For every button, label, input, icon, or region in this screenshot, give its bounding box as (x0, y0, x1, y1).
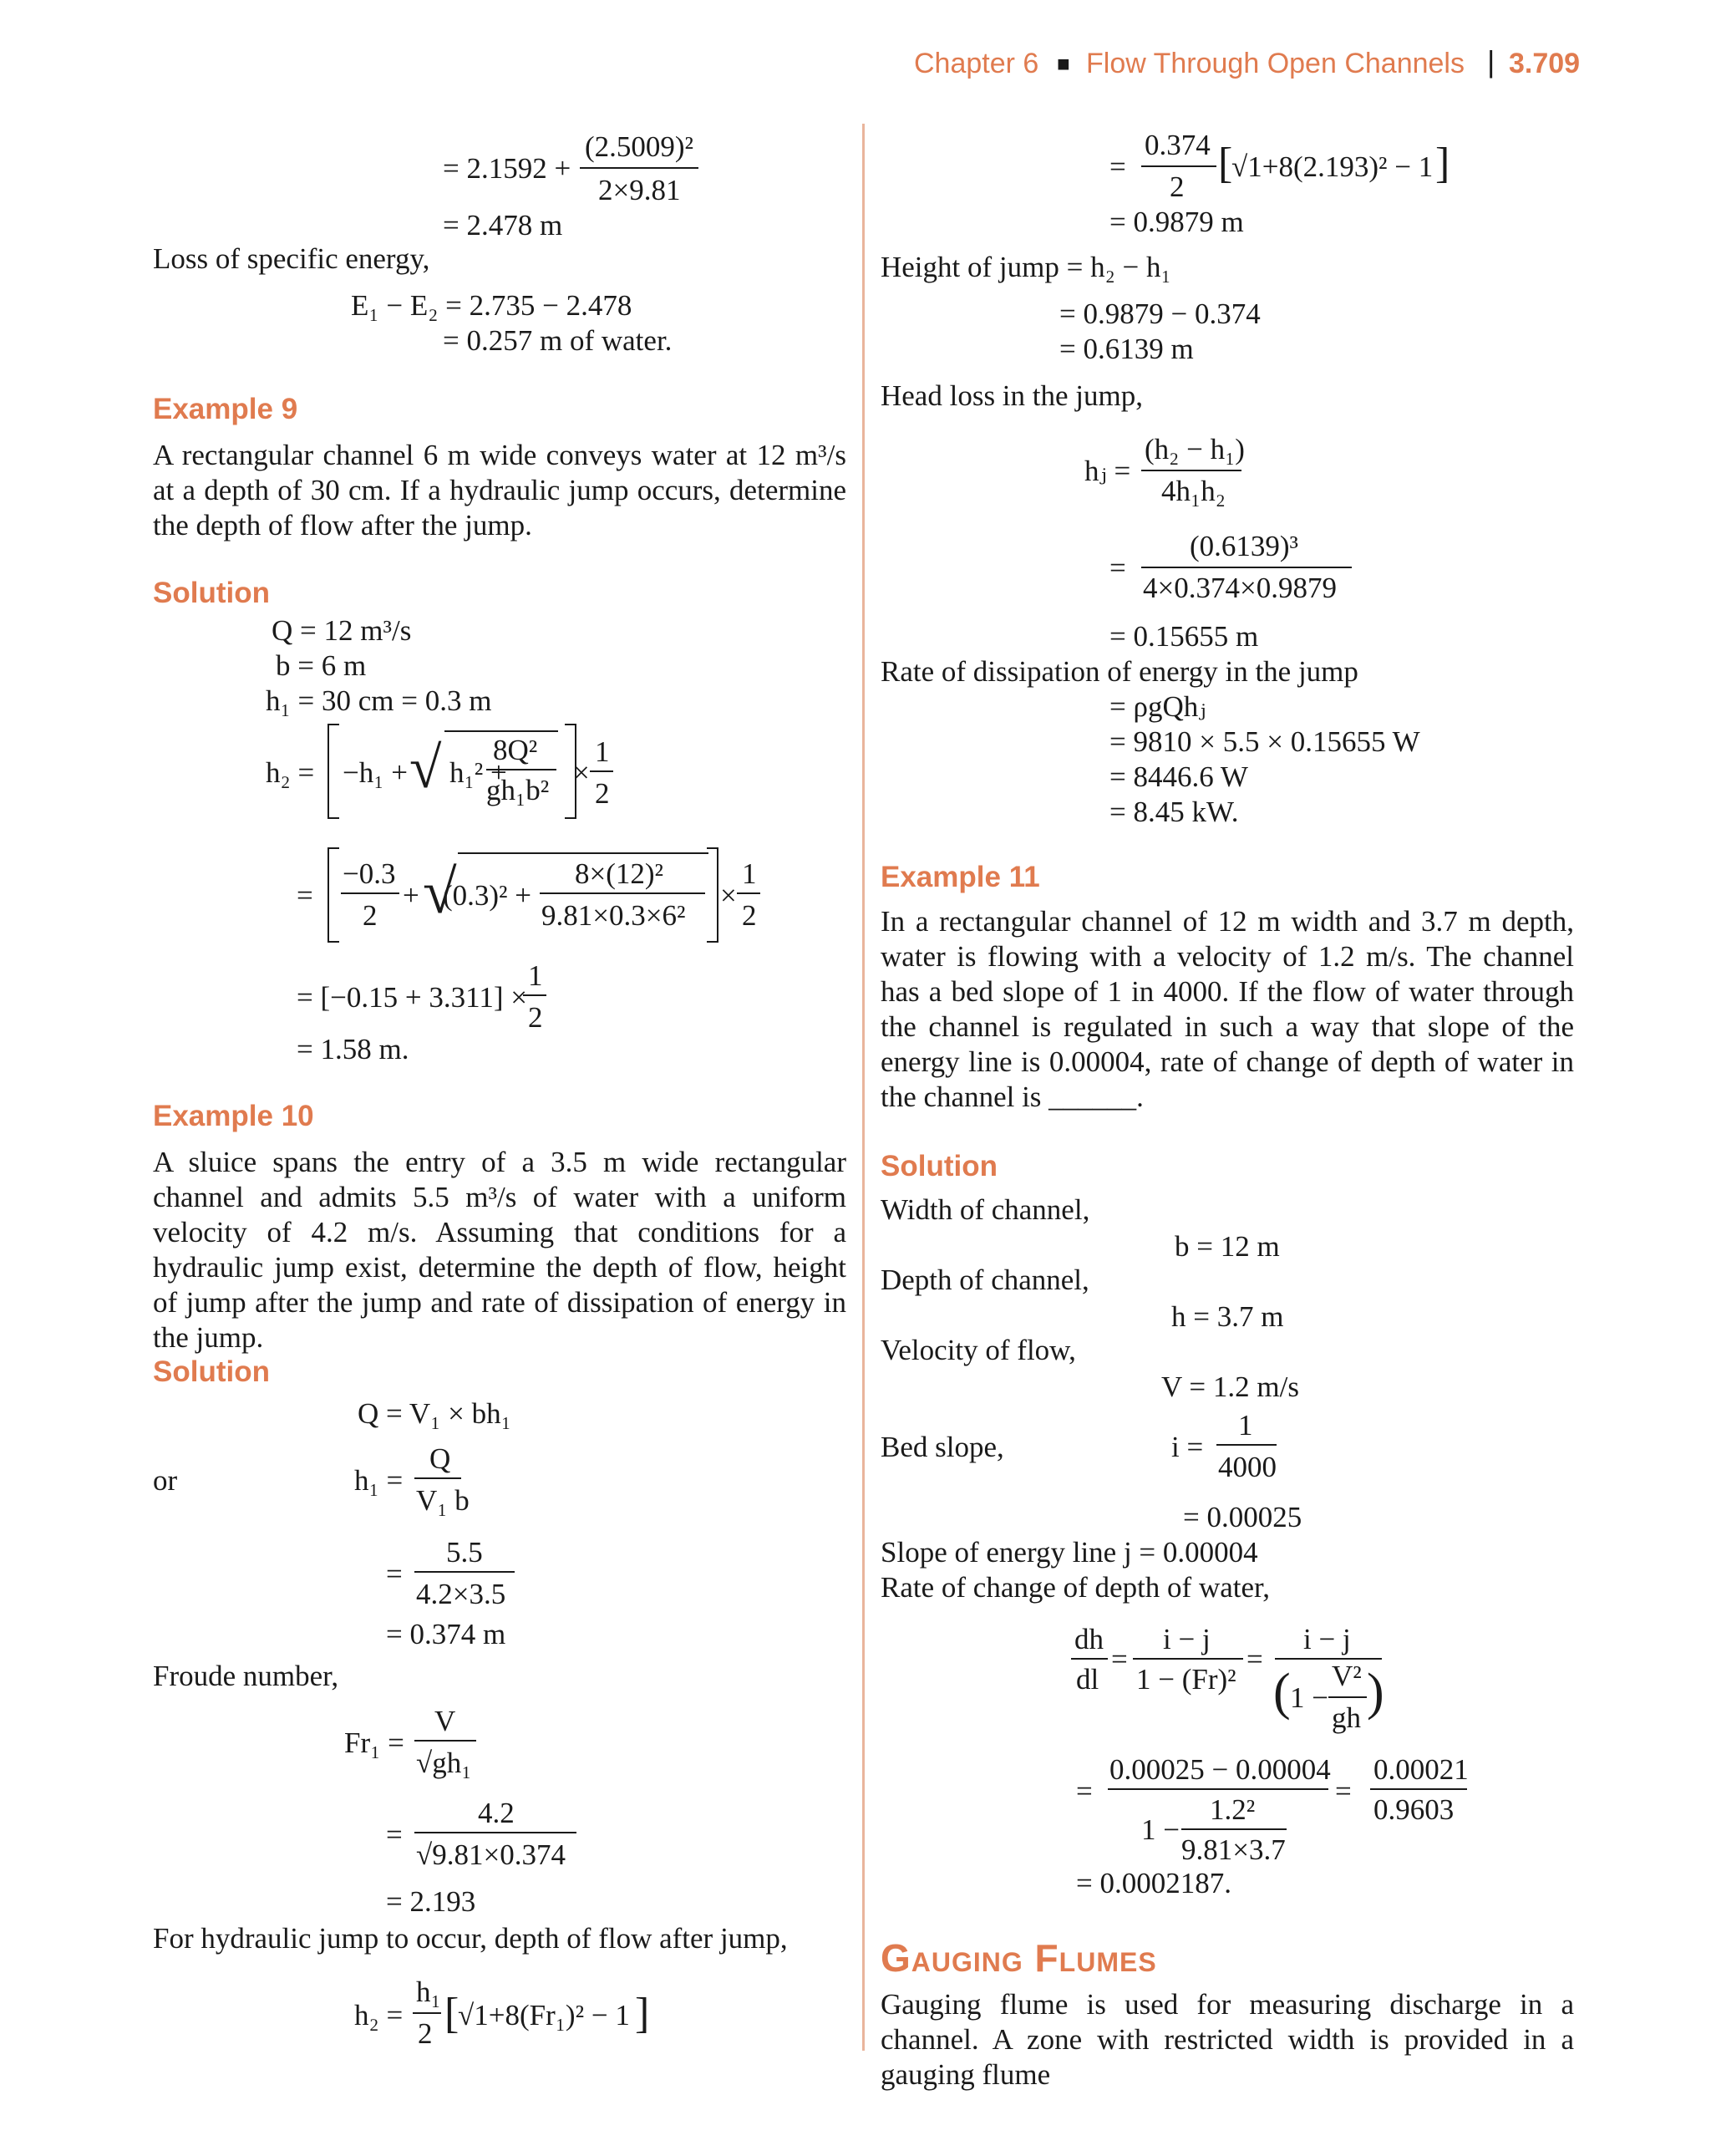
example-11-heading: Example 11 (881, 861, 1040, 893)
width-eq: b = 12 m (1175, 1230, 1280, 1263)
example-10-solution: Solution (153, 1355, 270, 1388)
example-11-result: = 0.0002187. (1076, 1867, 1231, 1899)
slope-label: Slope of energy line j = 0.00004 (881, 1536, 1258, 1569)
fraction-bar (1370, 1788, 1467, 1790)
bracket-close: ] (1435, 140, 1450, 187)
bed-lhs: i = (1171, 1431, 1204, 1463)
example-11-solution: Solution (881, 1150, 998, 1182)
fraction-bar (580, 167, 698, 169)
h2-lhs: h₂ = (354, 1999, 404, 2031)
h1-den: V₁ b (416, 1484, 470, 1517)
h1-num: Q (429, 1442, 451, 1475)
example-10-heading: Example 10 (153, 1100, 314, 1132)
dh: dh (1074, 1623, 1104, 1655)
two: 2 (528, 1001, 543, 1034)
example-11-text: In a rectangular channel of 12 m width and 3.7 m depth, water is flowing with a velocity of 1.2 m/s. The channel has a bed slope of 1 in 4000. If the flow of water through the channel is regulated in such a way that slope of the energy line is 0.00004, rate of change of depth of water in the channel is ______. (881, 905, 1574, 1113)
plus-sign: + (403, 879, 419, 912)
bed-num: 1 (1238, 1409, 1253, 1442)
fraction-bar (1275, 1658, 1382, 1660)
example-10-text: A sluice spans the entry of a 3.5 m wide rectangular channel and admits 5.5 m³/s of water with a uniform velocity of 4.2 m/s. Assuming that conditions for a hydraulic jump exist, determine the depth of flow, height of jump after the jump and rate of dissipation of energy in the jump. (153, 1146, 846, 1354)
fraction-bar (413, 2012, 441, 2014)
equals: = (1111, 1643, 1128, 1675)
fr-num: V (434, 1705, 456, 1737)
dl: dl (1076, 1663, 1099, 1696)
f1-den: 1 − (Fr)² (1136, 1663, 1236, 1696)
fraction-bar (590, 770, 613, 772)
frac-den: 2 (1170, 170, 1185, 203)
h2-lhs: h₂ = (266, 756, 315, 789)
equals: = (1246, 1643, 1263, 1675)
sqrt-bar (458, 852, 708, 854)
sqrt-bar (444, 730, 558, 732)
fr-num-2: 4.2 (478, 1797, 515, 1829)
sub-root-a: (0.3)² + (443, 879, 532, 912)
b-value: b = 6 m (276, 649, 367, 682)
f3-den-num: 1.2² (1210, 1793, 1256, 1826)
depth-label: Depth of channel, (881, 1264, 1089, 1296)
one: 1 (595, 735, 610, 768)
equals: = (386, 1558, 403, 1590)
f3-den-den: 9.81×3.7 (1181, 1833, 1286, 1866)
fraction-bar (414, 1832, 576, 1833)
h2-root-den: gh₁b² (486, 774, 550, 806)
gauging-flumes-text: Gauging flume is used for measuring discharge in a channel. A zone with restricted width is provided in a gauging flume (881, 1988, 1574, 2091)
h1-num-2: 5.5 (446, 1536, 483, 1569)
fraction-bar (414, 1571, 515, 1573)
sqrt-sign: √ (409, 736, 442, 801)
velocity-eq: V = 1.2 m/s (1161, 1370, 1299, 1403)
two: 2 (742, 899, 757, 932)
sub-den-1: 2 (363, 899, 378, 932)
h2-inner: −h₁ + (343, 756, 408, 789)
h1-result: = 0.374 m (386, 1618, 506, 1650)
f4-den: 0.9603 (1373, 1793, 1455, 1826)
times-sign: × (573, 756, 590, 789)
equals: = (1076, 1775, 1093, 1808)
f2-den-den: gh (1332, 1701, 1361, 1734)
fraction-bar (414, 1740, 476, 1742)
gauging-flumes-heading: Gauging Flumes (881, 1936, 1157, 1980)
equals: = (1335, 1775, 1352, 1808)
sub-root-num: 8×(12)² (575, 857, 664, 890)
h2-root-a: h₁² + (449, 756, 507, 789)
root-expr: √1+8(2.193)² − 1 (1231, 150, 1434, 183)
fraction-bar (486, 769, 556, 770)
bed-den: 4000 (1218, 1451, 1277, 1483)
header-bar: | (1487, 44, 1495, 79)
depth-eq: h = 3.7 m (1171, 1300, 1284, 1333)
fr-den-2: √9.81×0.374 (416, 1838, 566, 1871)
or-label: or (153, 1464, 178, 1497)
h2-root-num: 8Q² (493, 734, 538, 766)
h1-value: h₁ = 30 cm = 0.3 m (266, 684, 492, 717)
fraction-bar (1141, 165, 1216, 167)
column-divider (862, 124, 865, 2051)
fraction-bar (1328, 1696, 1367, 1698)
fraction-bar (1216, 1444, 1277, 1446)
height-label: Height of jump = h₂ − h₁ (881, 251, 1171, 283)
height-eq-2: = 0.6139 m (1059, 333, 1194, 365)
hj-result: = 0.15655 m (1109, 620, 1259, 653)
step-3: = [−0.15 + 3.311] × (297, 981, 527, 1014)
page-number: 3.709 (1509, 48, 1581, 79)
headloss-label: Head loss in the jump, (881, 379, 1143, 412)
hj-lhs: hⱼ = (1084, 455, 1131, 487)
two: 2 (595, 777, 610, 810)
chapter-title: Flow Through Open Channels (1086, 48, 1465, 79)
fraction-bar (414, 1477, 461, 1479)
hj-den: 4h₁h₂ (1161, 475, 1226, 507)
hj-num: (h₂ − h₁) (1145, 433, 1245, 465)
sub-root-den: 9.81×0.3×6² (541, 899, 686, 932)
h2-value: = 0.9879 m (1109, 206, 1244, 238)
h2-num: h₁ (416, 1975, 441, 2008)
f2-paren-close: ) (1367, 1664, 1384, 1721)
f2-num: i − j (1303, 1623, 1351, 1655)
example-9-heading: Example 9 (153, 393, 298, 425)
rate-eq-4: = 8.45 kW. (1109, 796, 1239, 828)
f4-num: 0.00021 (1373, 1753, 1469, 1786)
equals: = (1109, 150, 1126, 183)
h2-den: 2 (418, 2017, 433, 2050)
eq-prefix: = 2.1592 + (443, 152, 571, 185)
rate-eq-2: = 9810 × 5.5 × 0.15655 W (1109, 725, 1420, 758)
frac-num: 0.374 (1145, 129, 1211, 161)
f2-den-a: 1 − (1290, 1681, 1328, 1714)
h1-lhs: h₁ = (354, 1464, 404, 1497)
equals: = (386, 1818, 403, 1851)
loss-eq-1: E₁ − E₂ = 2.735 − 2.478 (351, 289, 632, 322)
f2-den-num: V² (1332, 1660, 1362, 1692)
rate-label: Rate of dissipation of energy in the jump (881, 655, 1358, 688)
fraction-bar (1141, 567, 1352, 568)
jump-label: For hydraulic jump to occur, depth of flow after jump, (153, 1922, 788, 1955)
hj-den-2: 4×0.374×0.9879 (1143, 572, 1337, 604)
bracket-left (327, 847, 339, 943)
one: 1 (528, 959, 543, 992)
fraction-bar (1071, 1658, 1108, 1660)
fraction-bar (341, 892, 399, 894)
equals: = (297, 879, 313, 912)
fr-den: √gh₁ (416, 1747, 472, 1779)
fr-result: = 2.193 (386, 1885, 476, 1918)
sqrt-sign: √ (423, 858, 457, 927)
h1-den-2: 4.2×3.5 (416, 1578, 506, 1610)
bracket-right (707, 847, 718, 943)
velocity-label: Velocity of flow, (881, 1334, 1076, 1366)
bed-value: = 0.00025 (1183, 1501, 1302, 1533)
one: 1 (742, 857, 757, 890)
f3-den-a: 1 − (1141, 1813, 1180, 1846)
f3-num: 0.00025 − 0.00004 (1109, 1753, 1331, 1786)
bracket-left (327, 724, 339, 819)
froude-label: Froude number, (153, 1660, 339, 1692)
h2-root: √1+8(Fr₁)² − 1 (458, 1999, 630, 2031)
f2-paren-open: ( (1273, 1664, 1291, 1721)
example-9-solution: Solution (153, 577, 270, 609)
rate-change-label: Rate of change of depth of water, (881, 1571, 1271, 1604)
width-label: Width of channel, (881, 1193, 1090, 1226)
fr-lhs: Fr₁ = (344, 1726, 404, 1759)
loss-eq-2: = 0.257 m of water. (443, 324, 673, 357)
h2-bracket-close: ] (635, 1990, 650, 2037)
bracket-open: [ (1218, 140, 1233, 187)
fraction-bar (1133, 1658, 1243, 1660)
eq-numerator: (2.5009)² (585, 130, 694, 163)
times-sign: × (720, 879, 737, 912)
header-separator: ■ (1057, 51, 1070, 76)
fraction-bar (737, 892, 760, 894)
eq-denominator: 2×9.81 (598, 174, 681, 206)
fraction-bar (1141, 470, 1241, 471)
h2-bracket-open: [ (444, 1990, 459, 2037)
sub-num-1: −0.3 (343, 857, 396, 890)
rate-eq-1: = ρgQhⱼ (1109, 690, 1206, 723)
rate-eq-3: = 8446.6 W (1109, 760, 1248, 793)
fraction-bar (523, 994, 546, 996)
chapter-label: Chapter 6 (914, 48, 1039, 79)
q-value: Q = 12 m³/s (272, 614, 412, 647)
height-eq-1: = 0.9879 − 0.374 (1059, 297, 1261, 330)
bed-label: Bed slope, (881, 1431, 1004, 1463)
eq-result: = 2.478 m (443, 209, 563, 242)
example-9-text: A rectangular channel 6 m wide conveys water at 12 m³/s at a depth of 30 cm. If a hydraulic jump occurs, determine the depth of flow after the jump. (153, 439, 846, 542)
example-9-result: = 1.58 m. (297, 1033, 409, 1065)
fraction-bar (1108, 1788, 1328, 1790)
f1-num: i − j (1163, 1623, 1211, 1655)
loss-label: Loss of specific energy, (153, 242, 430, 275)
hj-num-2: (0.6139)³ (1190, 530, 1299, 562)
equals: = (1109, 552, 1126, 584)
fraction-bar (540, 892, 705, 894)
q-equation: Q = V₁ × bh₁ (358, 1397, 511, 1430)
fraction-bar (1181, 1828, 1287, 1830)
